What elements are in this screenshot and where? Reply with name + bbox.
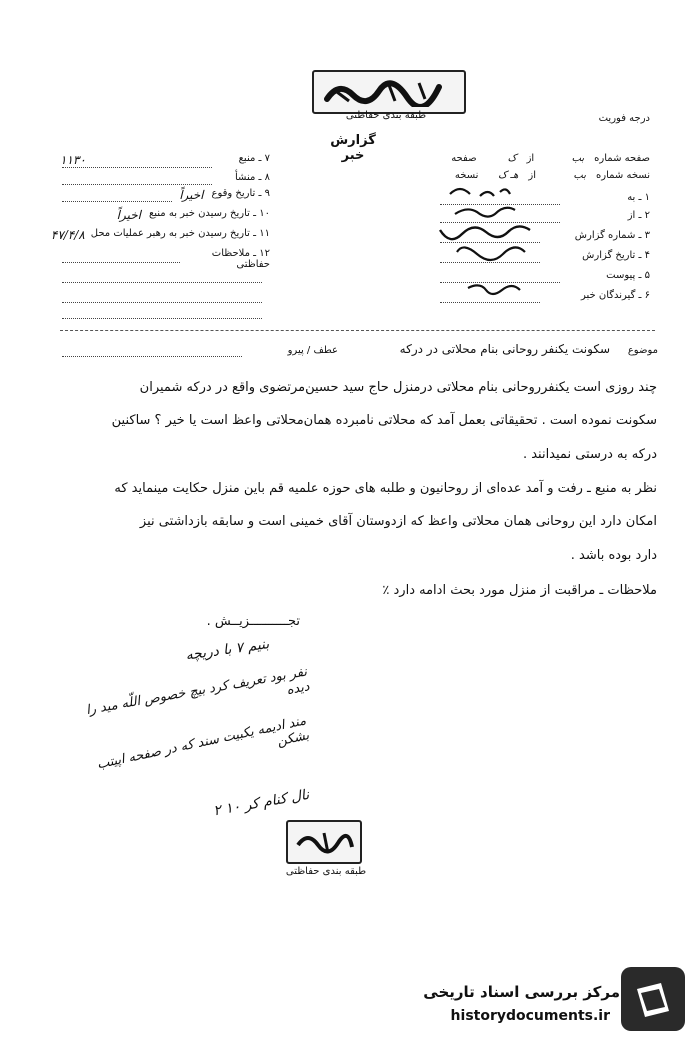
page-number-label: صفحه شماره (594, 153, 650, 164)
reference-label: عطف / پیرو (287, 345, 338, 356)
field-security-notes: ۱۲ ـ ملاحظات حفاظتی (211, 248, 270, 270)
handwritten-line-4: نال کنام کر ۱۰ ۲ (212, 786, 311, 820)
handwritten-line-3: مند ادیمه یکبیت سند که در صفحه اپیتب بشکن (95, 713, 311, 773)
field-occurrence-value: اخیراً (179, 188, 204, 202)
handwritten-line-1: بنیم ۷ با دریچه (184, 636, 271, 664)
body-line-1: چند روزی است یکنفرروحانی بنام محلاتی درمنزل حاج سید حسین‌مرتضوی واقع در درکه شمیران (139, 380, 657, 395)
field-origin: ۸ ـ منشأ (234, 172, 270, 183)
stamp-scribble-icon (319, 77, 459, 107)
field-source-received-value: اخیراً (116, 208, 141, 222)
page-of-label: از (526, 153, 535, 164)
field-occurrence-date (60, 188, 270, 202)
field-from: ۲ ـ از (627, 210, 650, 221)
watermark-url: historydocuments.ir (450, 1008, 610, 1024)
body-line-3: درکه به درستی نمیدانند . (522, 447, 657, 462)
field-source-value: ۱۱۳۰ (60, 153, 86, 167)
logo-page-icon (631, 977, 675, 1021)
handwritten-line-2: نفر بود تعریف کرد بیچ خصوص اللّه مید را دیده (84, 664, 311, 719)
field-report-date: ۴ ـ تاریخ گزارش (582, 250, 650, 261)
field-source-label: ۷ ـ منبع (238, 153, 270, 164)
archive-logo-icon (621, 967, 685, 1031)
subject-label: موضوع (627, 345, 658, 356)
body-line-4: نظر به منبع ـ رفت و آمد عده‌ای از روحانیون و طلبه های حوزه علمیه قم باین منزل حکایت مینماید که (114, 481, 657, 496)
handwritten-entries-icon (430, 182, 540, 302)
subject-text: سکونت یکنفر روحانی بنام محلاتی در درکه (399, 342, 610, 356)
classification-label: طبقه بندی حفاظتی (345, 110, 427, 121)
field-source-received-date (60, 208, 270, 222)
page-number-field: صفحه شماره بب از ک صفحه (451, 153, 650, 164)
copy-of-label: از (528, 170, 537, 181)
classification-stamp (312, 70, 466, 114)
body-line-6: دارد بوده باشد . (570, 548, 657, 563)
body-line-5: امکان دارد این روحانی همان محلاتی واعظ که ازدوستان آقای خمینی است و سابقه بازداشتی نیز (139, 514, 657, 529)
field-local-received-value: ۴۷/۴/۸ (50, 228, 85, 242)
field-local-received-label: ۱۱ ـ تاریخ رسیدن خبر به رهبر عملیات محل (90, 228, 270, 239)
body-line-7: ملاحظات ـ مراقبت از منزل مورد بحث ادامه دارد ٪ (382, 583, 657, 598)
footer-stamp-scribble-icon (294, 827, 354, 857)
copy-number-field: نسخه شماره بب از هـ ک نسخه (454, 170, 650, 181)
field-to: ۱ ـ به (627, 192, 650, 203)
body-line-2: سکونت نموده است . تحقیقاتی بعمل آمد که محلاتی نامبرده همان‌محلاتی واعظ است یا خیر ؟ ساکنین (111, 413, 657, 428)
field-attachment: ۵ ـ پیوست (606, 270, 650, 281)
watermark-title: مرکز بررسی اسناد تاریخی (423, 983, 620, 1001)
field-recipients: ۶ ـ گیرندگان خبر (580, 290, 650, 301)
separator-top (60, 330, 655, 331)
footer-stamp-label: طبقه بندی حفاظتی (285, 866, 367, 877)
field-report-number: ۳ ـ شماره گزارش (574, 230, 650, 241)
copy-number-label: نسخه شماره (596, 170, 650, 181)
page-title: گزارش خبر (330, 133, 376, 163)
field-source-received-label: ۱۰ ـ تاریخ رسیدن خبر به منبع (148, 208, 270, 219)
footer-stamp (286, 820, 362, 864)
assessment-label: تجــــــــــزیــش . (206, 614, 300, 629)
field-source (60, 153, 270, 167)
field-local-received-date (44, 228, 270, 242)
page-total-label: صفحه (451, 153, 477, 164)
field-occurrence-label: ۹ ـ تاریخ وقوع (211, 188, 270, 199)
copy-total-label: نسخه (454, 170, 479, 181)
priority-label: درجه فوریت (598, 113, 650, 124)
